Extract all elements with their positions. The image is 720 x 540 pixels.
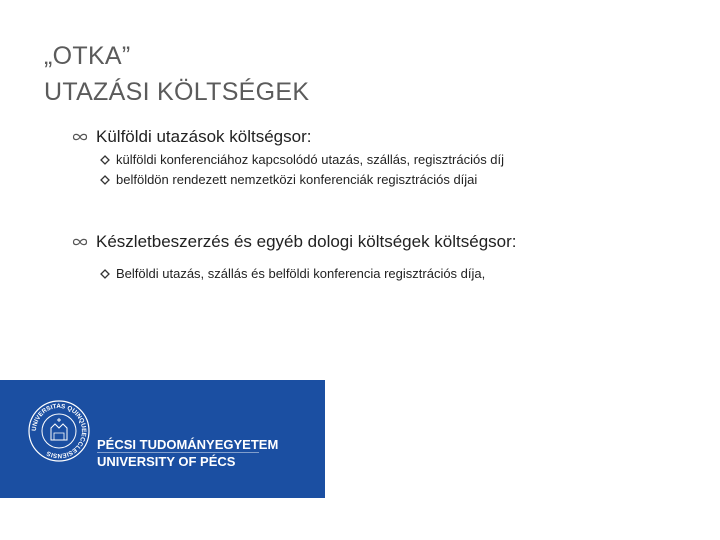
university-name-en: UNIVERSITY OF PÉCS (97, 454, 236, 469)
section-heading: Külföldi utazások költségsor: (96, 127, 312, 146)
diamond-bullet-icon (100, 175, 110, 185)
bullet-level2 (100, 152, 504, 167)
svg-text:UNIVERSITAS QUINQUEECCLESIENSI (31, 403, 87, 459)
university-name (97, 436, 278, 470)
section-keszletbeszerzes (72, 232, 517, 281)
bullet-level2 (100, 172, 504, 187)
university-name-hu: PÉCSI TUDOMÁNYEGYETEM (97, 437, 279, 452)
university-seal-icon (28, 400, 90, 467)
infinity-bullet-icon (72, 237, 88, 247)
list-item: belföldön rendezett nemzetközi konferenciák regisztrációs díjai (116, 172, 478, 187)
list-item: külföldi konferenciához kapcsolódó utazás, szállás, regisztrációs díj (116, 152, 505, 167)
title-line-utazasi-koltsegek: UTAZÁSI KÖLTSÉGEK (44, 78, 310, 106)
logo-divider (97, 452, 259, 453)
title-line-otka: „OTKA” (44, 42, 131, 70)
bullet-level1 (72, 232, 517, 252)
slide-title (44, 38, 309, 110)
bullet-level2 (100, 266, 517, 281)
list-item: Belföldi utazás, szállás és belföldi konferencia regisztrációs díja, (116, 266, 486, 281)
diamond-bullet-icon (100, 269, 110, 279)
university-logo-banner (0, 380, 325, 498)
seal-text: UNIVERSITAS QUINQUEECCLESIENSIS (30, 402, 88, 460)
bullet-level1 (72, 127, 504, 147)
section-kulfoldi (72, 127, 504, 187)
infinity-bullet-icon (72, 132, 88, 142)
diamond-bullet-icon (100, 155, 110, 165)
section-heading: Készletbeszerzés és egyéb dologi költségek költségsor: (96, 232, 517, 251)
